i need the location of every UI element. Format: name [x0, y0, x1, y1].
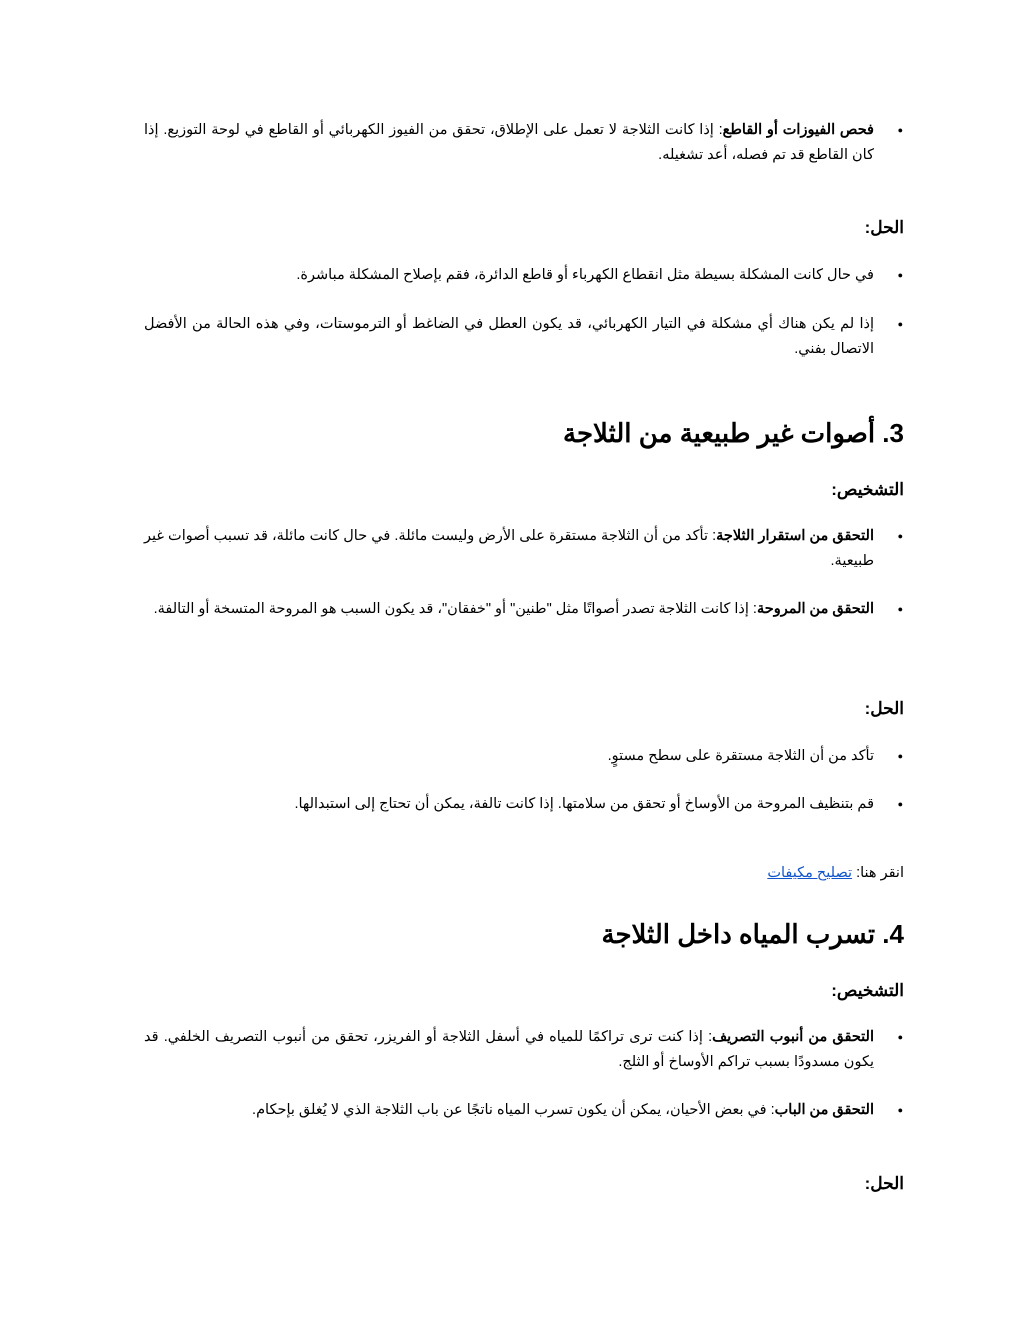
bullet-label: التحقق من أنبوب التصريف — [712, 1029, 874, 1045]
ac-repair-link[interactable]: تصليح مكيفات — [767, 865, 853, 881]
section-4-heading: 4. تسرب المياه داخل الثلاجة — [601, 919, 904, 949]
solution-bullet: ● تأكد من أن الثلاجة مستقرة على سطح مستوٍ. — [144, 744, 874, 769]
bullet-label: التحقق من استقرار الثلاجة — [716, 528, 874, 544]
section-3-heading: 3. أصوات غير طبيعية من الثلاجة — [563, 418, 904, 448]
bullet-text: : إذا كانت الثلاجة لا تعمل على الإطلاق، تحقق من الفيوز الكهربائي أو القاطع في لوحة التوزيع. إذا كان القاطع قد تم فصله، أعد تشغيله. — [144, 122, 874, 163]
solution-heading: الحل: — [864, 1174, 904, 1193]
solution-bullet: ● في حال كانت المشكلة بسيطة مثل انقطاع الكهرباء أو قاطع الدائرة، فقم بإصلاح المشكلة مباشرة. — [144, 263, 874, 288]
solution-heading: الحل: — [864, 218, 904, 237]
bullet-check-fuses — [144, 118, 874, 168]
solution-bullet: ● قم بتنظيف المروحة من الأوساخ أو تحقق من سلامتها. إذا كانت تالفة، يمكن أن تحتاج إلى استبدالها. — [144, 792, 874, 817]
bullet-text: : إذا كانت الثلاجة تصدر أصواتًا مثل "طنين" أو "خفقان"، قد يكون السبب هو المروحة المتسخة أو التالفة. — [153, 601, 757, 617]
diagnosis-bullet-door — [144, 1098, 874, 1123]
diagnosis-bullet-fan — [144, 597, 874, 622]
bullet-label: التحقق من الباب — [774, 1102, 874, 1118]
link-prefix: انقر هنا: — [852, 865, 904, 881]
bullet-label: التحقق من المروحة — [756, 601, 874, 617]
bullet-text: : تأكد من أن الثلاجة مستقرة على الأرض وليست مائلة. في حال كانت مائلة، قد تسبب أصوات غير طبيعية. — [144, 528, 874, 569]
solution-heading: الحل: — [864, 699, 904, 718]
bullet-text: : إذا كنت ترى تراكمًا للمياه في أسفل الثلاجة أو الفريزر، تحقق من أنبوب التصريف الخلفي. قد يكون مسدودًا بسبب تراكم الأوساخ أو الثلج. — [144, 1029, 874, 1070]
diagnosis-heading: التشخيص: — [831, 480, 904, 499]
diagnosis-bullet-drain-pipe — [144, 1025, 874, 1075]
bullet-text: : في بعض الأحيان، يمكن أن يكون تسرب المياه ناتجًا عن باب الثلاجة الذي لا يُغلق بإحكام. — [252, 1102, 775, 1118]
link-line — [767, 862, 904, 884]
diagnosis-bullet-stability — [144, 524, 874, 574]
solution-bullet: ● إذا لم يكن هناك أي مشكلة في التيار الكهربائي، قد يكون العطل في الضاغط أو الترموستات، وفي هذه الحالة من الأفضل الاتصال بفني. — [144, 312, 874, 362]
bullet-label: فحص الفيوزات أو القاطع — [722, 122, 874, 138]
diagnosis-heading: التشخيص: — [831, 981, 904, 1000]
